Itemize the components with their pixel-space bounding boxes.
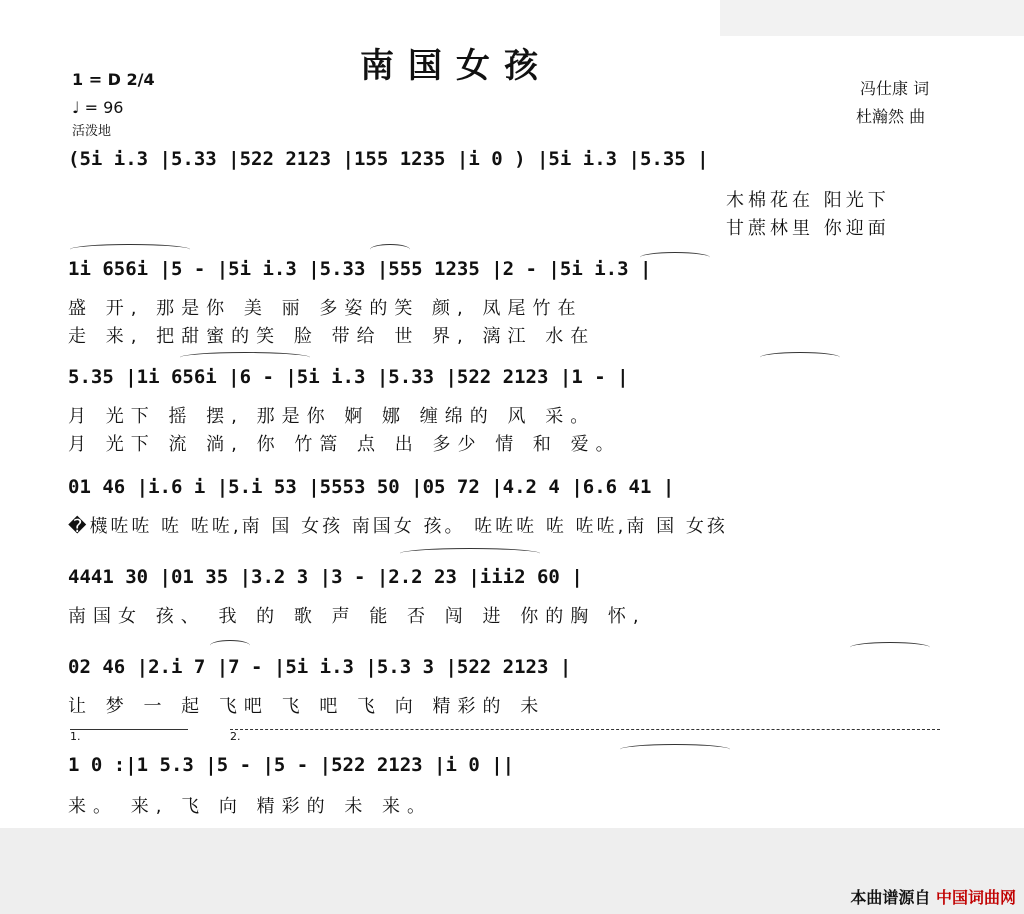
notation-line: 01 46 |i.6 i |5.i 53 |5553 50 |05 72 |4.2 4 |6.6 41 |: [68, 476, 675, 498]
song-title: 南国女孩: [360, 46, 552, 86]
source-credit: [850, 885, 1016, 908]
notation-row: [68, 366, 948, 396]
notation-row: [68, 566, 948, 596]
slur-mark: [210, 640, 250, 651]
slur-mark: [180, 352, 310, 363]
lyric-line: 木棉花在 阳光下: [726, 190, 890, 211]
slur-mark: [850, 642, 930, 653]
notation-row: [68, 656, 948, 686]
second-ending-bracket: [230, 729, 940, 743]
slur-mark: [400, 548, 540, 559]
lyric-line: 甘蔗林里 你迎面: [726, 218, 890, 239]
lyric-line: 月 光下 摇 摆, 那是你 婀 娜 缠绵的 风 采。: [68, 406, 596, 427]
notation-line: 1 0 :|1 5.3 |5 - |5 - |522 2123 |i 0 ||: [68, 754, 515, 776]
footer-band: [0, 828, 1024, 914]
slur-mark: [640, 252, 710, 263]
notation-line: 4441 30 |01 35 |3.2 3 |3 - |2.2 23 |iii2 60 |: [68, 566, 583, 588]
notation-line: 1i 656i |5 - |5i i.3 |5.33 |555 1235 |2 - |5i i.3 |: [68, 258, 652, 280]
lyric-line: 让 梦 一 起 飞吧 飞 吧 飞 向 精彩的 未: [68, 696, 546, 717]
lyric-line: 月 光下 流 淌, 你 竹篙 点 出 多少 情 和 爱。: [68, 434, 621, 455]
slur-mark: [620, 744, 730, 755]
notation-row: [68, 258, 948, 288]
slur-mark: [70, 244, 190, 255]
notation-line: 5.35 |1i 656i |6 - |5i i.3 |5.33 |522 2123 |1 - |: [68, 366, 629, 388]
first-ending-label: 1.: [70, 730, 81, 743]
top-banner: [720, 0, 1024, 36]
lyric-line: 南国女 孩、 我 的 歌 声 能 否 闯 进 你的胸 怀,: [68, 606, 646, 627]
lyricist-credit: 冯仕康 词: [860, 79, 930, 98]
notation-line: 02 46 |2.i 7 |7 - |5i i.3 |5.3 3 |522 2123 |: [68, 656, 572, 678]
expression-marking: 活泼地: [72, 124, 112, 139]
slur-mark: [370, 244, 410, 255]
slur-mark: [760, 352, 840, 363]
lyric-line: �櫗咗咗 咗 咗咗,南 国 女孩 南国女 孩。 咗咗咗 咗 咗咗,南 国 女孩: [68, 516, 728, 537]
second-ending-label: 2.: [230, 730, 241, 743]
notation-line: (5i i.3 |5.33 |522 2123 |155 1235 |i 0 ) |5i i.3 |5.35 |: [68, 148, 709, 170]
notation-row: [68, 754, 948, 784]
notation-row: [68, 148, 948, 178]
notation-row: [68, 476, 948, 506]
composer-credit: 杜瀚然 曲: [856, 107, 926, 126]
tempo-marking: ♩ = 96: [72, 98, 124, 117]
key-signature: 1 = D 2/4: [72, 70, 155, 89]
lyric-line: 来。 来, 飞 向 精彩的 未 来。: [68, 796, 433, 817]
lyric-line: 盛 开, 那是你 美 丽 多姿的笑 颜, 凤尾竹在: [68, 298, 583, 319]
source-site-link[interactable]: 中国词曲网: [935, 888, 1016, 907]
source-prefix: 本曲谱源自: [850, 888, 931, 907]
lyric-line: 走 来, 把甜蜜的笑 脸 带给 世 界, 漓江 水在: [68, 326, 596, 347]
first-ending-bracket: [70, 729, 188, 743]
